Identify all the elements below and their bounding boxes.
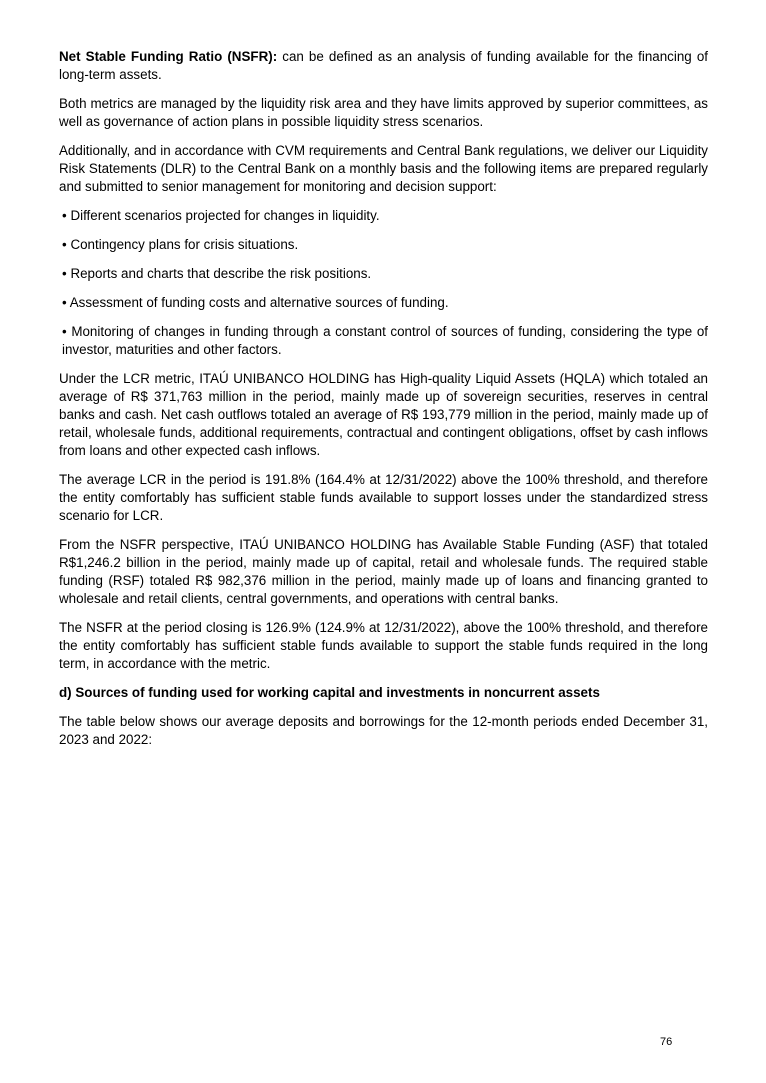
bullet-item bbox=[59, 265, 708, 283]
bullet-dot-icon: • bbox=[62, 208, 67, 223]
bullet-item bbox=[59, 323, 708, 359]
paragraph-average-lcr: The average LCR in the period is 191.8% (164.4% at 12/31/2022) above the 100% threshold, and therefore the entity comfortably has sufficient stable funds available to support losses under the standardized stress scenario for LCR. bbox=[59, 472, 708, 523]
bullet-text: Contingency plans for crisis situations. bbox=[70, 237, 299, 252]
nsfr-definition-paragraph bbox=[59, 48, 708, 84]
bullet-text: Different scenarios projected for changes in liquidity. bbox=[70, 208, 380, 223]
bullet-text: Reports and charts that describe the risk positions. bbox=[70, 266, 372, 281]
paragraph-nsfr-perspective: From the NSFR perspective, ITAÚ UNIBANCO HOLDING has Available Stable Funding (ASF) that totaled R$1,246.2 billion in the period, mainly made up of capital, retail and wholesale funds. The required stable funding (RSF) totaled R$ 982,376 million in the period, mainly made up of loans and financing granted to wholesale and retail clients, central governments, and operations with central banks. bbox=[59, 537, 708, 606]
paragraph-dlr-delivery: Additionally, and in accordance with CVM requirements and Central Bank regulations, we deliver our Liquidity Risk Statements (DLR) to the Central Bank on a monthly basis and the following items are prepared regularly and submitted to senior management for monitoring and decision support: bbox=[59, 143, 708, 194]
bullet-item bbox=[59, 294, 708, 312]
bullet-text: Assessment of funding costs and alternative sources of funding. bbox=[69, 295, 449, 310]
paragraph-table-intro: The table below shows our average deposits and borrowings for the 12-month periods ended December 31, 2023 and 2022: bbox=[59, 714, 708, 747]
nsfr-term: Net Stable Funding Ratio (NSFR): bbox=[59, 49, 278, 64]
section-heading: d) Sources of funding used for working capital and investments in noncurrent assets bbox=[59, 685, 600, 700]
bullet-item bbox=[59, 236, 708, 254]
bullet-text: Monitoring of changes in funding through a constant control of sources of funding, considering the type of investor, maturities and other factors. bbox=[62, 324, 708, 357]
bullet-dot-icon: • bbox=[62, 237, 67, 252]
bullet-dot-icon: • bbox=[62, 324, 67, 339]
nsfr-definition-text: can be defined as an analysis of funding available for the financing of long-term assets. bbox=[59, 49, 708, 82]
bullet-item bbox=[59, 207, 708, 225]
bullet-dot-icon: • bbox=[62, 295, 67, 310]
document-body bbox=[59, 48, 708, 760]
paragraph-lcr-metric: Under the LCR metric, ITAÚ UNIBANCO HOLDING has High-quality Liquid Assets (HQLA) which totaled an average of R$ 371,763 million in the period, mainly made up of sovereign securities, reserves in central banks and cash. Net cash outflows totaled an average of R$ 193,779 million in the period, mainly made up of retail, wholesale funds, additional requirements, contractual and contingent obligations, offset by cash inflows from loans and other expected cash inflows. bbox=[59, 371, 708, 458]
paragraph-metrics-management: Both metrics are managed by the liquidity risk area and they have limits approved by superior committees, as well as governance of action plans in possible liquidity stress scenarios. bbox=[59, 96, 708, 129]
bullet-dot-icon: • bbox=[62, 266, 67, 281]
paragraph-nsfr-closing: The NSFR at the period closing is 126.9% (124.9% at 12/31/2022), above the 100% threshold, and therefore the entity comfortably has sufficient stable funds available to support the stable funds required in the long term, in accordance with the metric. bbox=[59, 620, 708, 671]
page-number: 76 bbox=[660, 1036, 673, 1048]
